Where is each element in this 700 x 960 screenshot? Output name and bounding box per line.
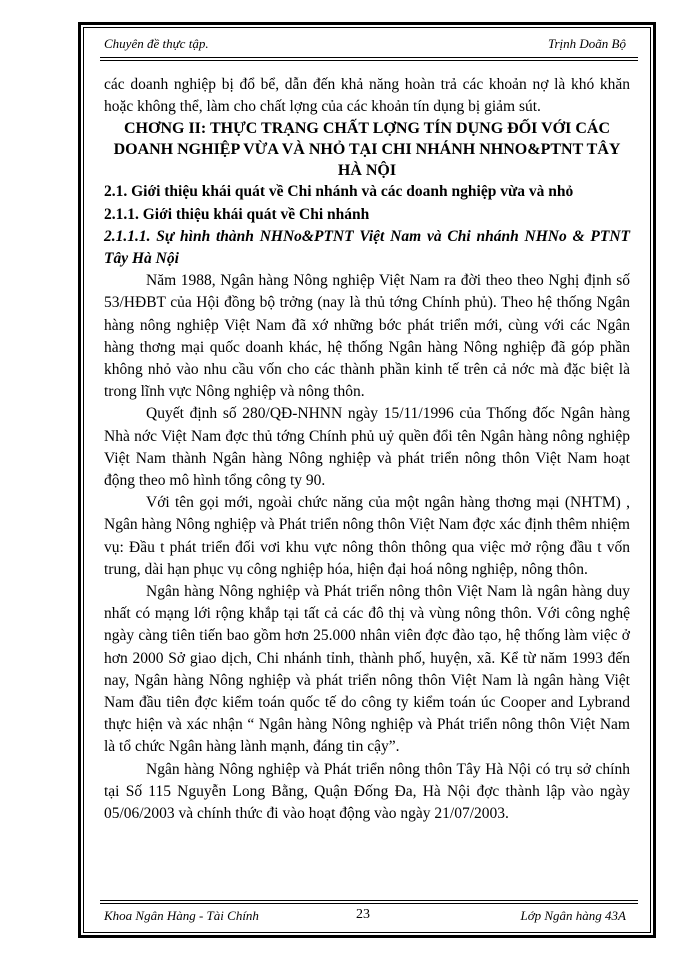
page-number: 23 xyxy=(356,907,370,922)
section-heading-2-1-1: 2.1.1. Giới thiệu khái quát về Chi nhánh xyxy=(104,205,370,223)
intro-paragraph: các doanh nghiệp bị đổ bể, dẫn đến khả năng hoàn trả các khoản nợ là khó khăn hoặc không thể, làm cho chất lợng của các khoản tín dụng bị giảm sút. xyxy=(104,76,630,116)
section-heading-2-1-1-1: 2.1.1.1. Sự hình thành NHNo&PTNT Việt Nam và Chi nhánh NHNo & PTNT Tây Hà Nội xyxy=(104,227,630,268)
header-author: Trịnh Doãn Bộ xyxy=(547,36,626,51)
chapter-title: CHƠNG II: THỰC TRẠNG CHẤT LỢNG TÍN DỤNG ĐỐI VỚI CÁC DOANH NGHIỆP VỪA VÀ NHỎ TẠI CHI NHÁNH NHNO&PTNT TÂY HÀ NỘI xyxy=(113,120,621,180)
header-document-type: Chuyên đề thực tập. xyxy=(104,36,209,51)
body-paragraph: Ngân hàng Nông nghiệp và Phát triển nông thôn Tây Hà Nội có trụ sở chính tại Số 115 Nguyễn Long Bằng, Quận Đống Đa, Hà Nội đợc thành lập vào ngày 05/06/2003 và chính thức đi vào hoạt động vào ngày 21/07/2003. xyxy=(104,760,630,823)
page-body xyxy=(104,74,630,825)
body-paragraph: Với tên gọi mới, ngoài chức năng của một ngân hàng thơng mại (NHTM) , Ngân hàng Nông nghiệp và Phát triển nông thôn Việt Nam đợc xác định thêm nhiệm vụ: Đầu t phát triển đối vơi khu vực nông thôn thông qua việc mở rộng đầu t vốn trung, dài hạn phục vụ công nghiệp hóa, hiện đại hoá nông nghiệp, nông thôn. xyxy=(104,494,630,578)
footer-divider xyxy=(100,900,638,901)
footer-class: Lớp Ngân hàng 43A xyxy=(520,908,626,923)
footer-divider-secondary xyxy=(100,903,638,904)
body-paragraph: Quyết định số 280/QĐ-NHNN ngày 15/11/1996 của Thống đốc Ngân hàng Nhà nớc Việt Nam đợc thủ tớng Chính phủ uỷ quền đổi tên Ngân hàng nông nghiệp Việt Nam thành Ngân hàng Nông nghiệp và phát triển nông thôn Việt Nam hoạt động theo mô hình tổng công ty 90. xyxy=(104,405,630,490)
footer-faculty: Khoa Ngân Hàng - Tài Chính xyxy=(104,908,259,923)
section-heading-2-1: 2.1. Giới thiệu khái quát về Chi nhánh và các doanh nghiệp vừa và nhỏ xyxy=(104,183,574,201)
header-divider xyxy=(100,57,638,58)
body-paragraph: Ngân hàng Nông nghiệp và Phát triển nông thôn Việt Nam là ngân hàng duy nhất có mạng lới rộng khắp tại tất cả các đô thị và vùng nông thôn. Với công nghệ ngày càng tiên tiến bao gồm hơn 25.000 nhân viên đợc đào tạo, hệ thống làm việc ở hơn 2000 Sở giao dịch, Chi nhánh tỉnh, thành phố, huyện, xã. Kể từ năm 1993 đến nay, Ngân hàng Nông nghiệp và phát triển nông thôn Việt Nam là ngân hàng Việt Nam đầu tiên đợc kiểm toán quốc tế do công ty kiểm toán úc Cooper and Lybrand thực hiện và xác nhận “ Ngân hàng Nông nghiệp và Phát triển nông thôn Việt Nam là tổ chức Ngân hàng lành mạnh, đáng tin cậy”. xyxy=(104,583,630,756)
header-divider-secondary xyxy=(100,60,638,61)
body-paragraph: Năm 1988, Ngân hàng Nông nghiệp Việt Nam ra đời theo theo Nghị định số 53/HĐBT của Hội đồng bộ trởng (nay là thủ tớng Chính phủ). Theo hệ thống Ngân hàng nông nghiệp Việt Nam đã xớ những bớc phát triển mới, cùng với các Ngân hàng thơng mại quốc doanh khác, hệ thống Ngân hàng Nông nghiệp đã góp phần không nhỏ vào nhu cầu vốn cho các thành phần kinh tế trên cả nớc mà đặc biệt là trong lĩnh vực Nông nghiệp và nông thôn. xyxy=(104,272,630,401)
